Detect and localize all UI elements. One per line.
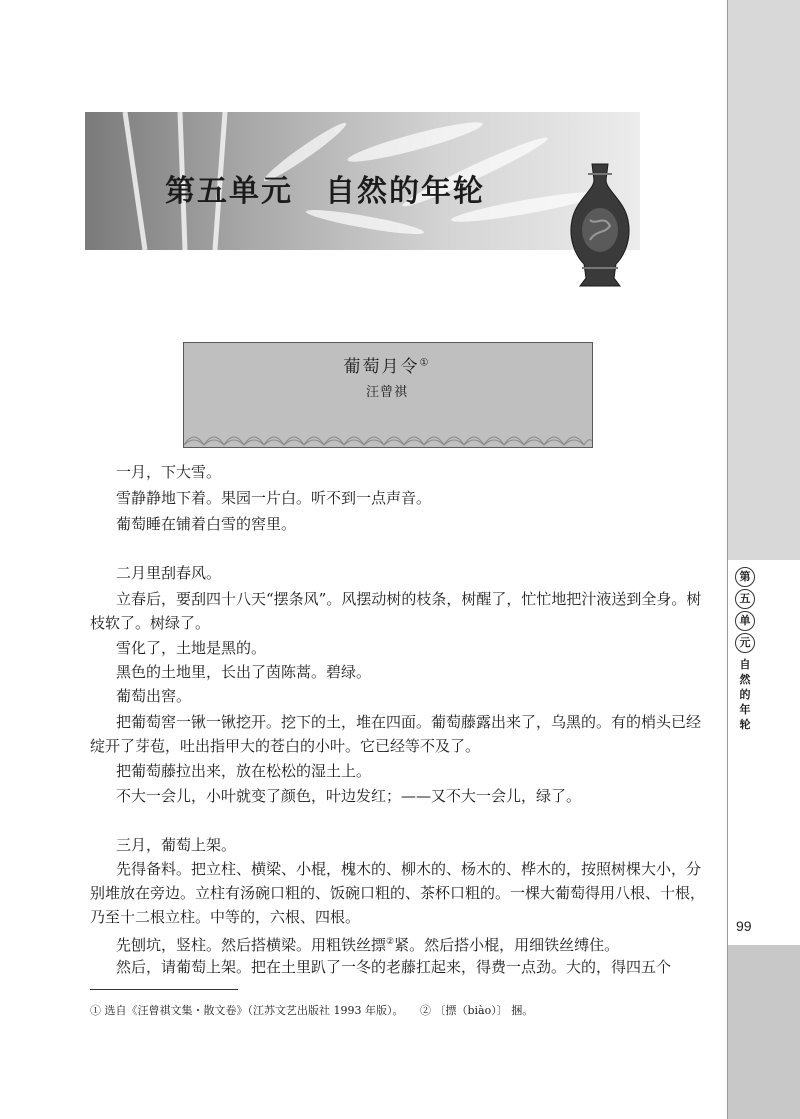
paragraph: 立春后，要刮四十八天“摆条风”。风摆动树的枝条，树醒了，忙忙地把汁液送到全身。树枝软了。树绿了。 <box>90 590 702 632</box>
paragraph: 把葡萄窖一锹一锹挖开。挖下的土，堆在四面。葡萄藤露出来了，乌黑的。有的梢头已经绽开了芽苞，吐出指甲大的苍白的小叶。它已经等不及了。 <box>90 713 702 755</box>
paragraph: 雪静静地下着。果园一片白。听不到一点声音。 <box>116 489 432 507</box>
margin-divider <box>727 0 728 1119</box>
unit-title: 第五单元 自然的年轮 <box>165 174 485 209</box>
paragraph: 黑色的土地里，长出了茵陈蒿。碧绿。 <box>116 663 372 681</box>
unit-char-2: 五 <box>735 589 755 609</box>
poem-title: 葡萄月令① <box>343 357 431 377</box>
paragraph: 然后，请葡萄上架。把在土里趴了一冬的老藤扛起来，得费一点劲。大的，得四五个 <box>116 958 672 976</box>
poem-author: 汪曾祺 <box>365 385 408 400</box>
cloisonne-vase-image <box>560 160 640 300</box>
paragraph: 二月里刮春风。 <box>116 564 222 582</box>
paragraph: 不大一会儿，小叶就变了颜色，叶边发红；——又不大一会儿，绿了。 <box>116 787 582 805</box>
unit-char-1: 第 <box>735 567 755 587</box>
footnote-ref-1: ① <box>419 357 431 369</box>
footnote: ① 选自《汪曾祺文集・散文卷》（江苏文艺出版社 1993 年版）。 ② 〔摽（biào）〕 捆。 <box>90 1004 534 1017</box>
paragraph: 葡萄出窖。 <box>116 687 192 705</box>
margin-band-top <box>728 0 800 560</box>
unit-char-3: 单 <box>735 611 755 631</box>
side-unit-title: 自 然 的 年 轮 <box>739 658 751 731</box>
unit-char-4: 元 <box>735 633 755 653</box>
paragraph: 把葡萄藤拉出来，放在松松的湿土上。 <box>116 762 372 780</box>
footnote-divider <box>90 989 238 990</box>
paragraph: 雪化了，土地是黑的。 <box>116 639 267 657</box>
page-number: 99 <box>736 918 752 934</box>
paragraph: 葡萄睡在铺着白雪的窖里。 <box>116 515 297 533</box>
margin-band-bottom <box>728 945 800 1119</box>
paragraph: 先刨坑，竖柱。然后搭横梁。用粗铁丝摽②紧。然后搭小棍，用细铁丝缚住。 <box>116 936 620 954</box>
wave-pattern <box>184 421 592 447</box>
footnote-ref-2: ② <box>386 937 395 947</box>
paragraph: 三月，葡萄上架。 <box>116 836 237 854</box>
paragraph: 一月，下大雪。 <box>116 463 222 481</box>
paragraph: 先得备料。把立柱、横梁、小棍，槐木的、柳木的、杨木的、桦木的，按照树棵大小，分别堆放在旁边。立柱有汤碗口粗的、饭碗口粗的、茶杯口粗的。一棵大葡萄得用八根、十根，乃至十二根立柱。中等的，六根、四根。 <box>90 860 706 926</box>
